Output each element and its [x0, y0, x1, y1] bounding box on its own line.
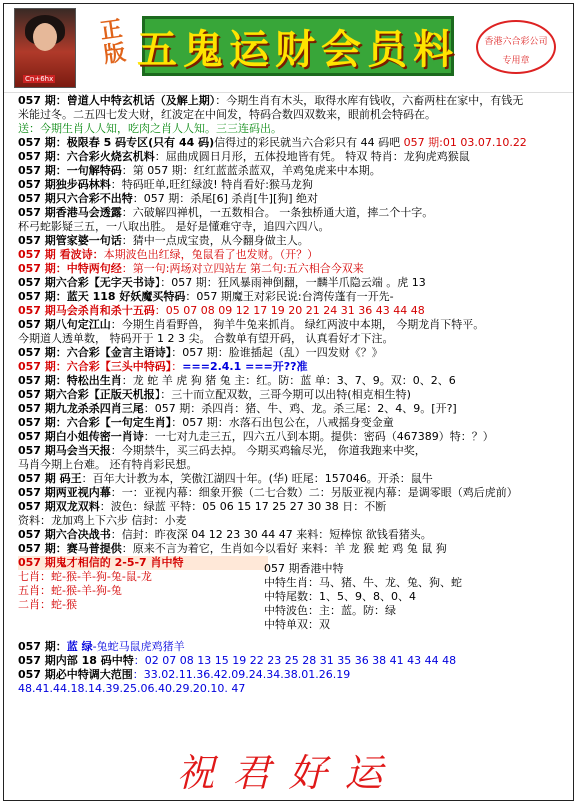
row-text: 057 期 [18, 668, 56, 681]
prediction-row [18, 150, 568, 164]
row-text: ：波色：绿蓝 平特：05 06 15 17 25 27 30 38 日：不断 [99, 500, 387, 513]
row-text: 057 期： [18, 542, 67, 555]
row-text: ：今期生肖有木头，取得水库有钱收，六畜两柱在家中，有钱无 [215, 94, 524, 107]
hk-line: 中特生肖：马、猪、牛、龙、兔、狗、蛇 [264, 576, 462, 589]
prediction-row [18, 346, 568, 360]
row-text: 九龙杀杀四肖三尾 [55, 402, 144, 415]
prediction-row [18, 108, 568, 122]
row-text: 特松出生肖 [66, 374, 122, 387]
row-text: ：原来不言为着它，生肖如今以看好 来料：羊 龙 猴 蛇 鸡 兔 鼠 狗 [121, 542, 447, 555]
seal-line1: 香港六合彩公司 [484, 37, 548, 47]
title-banner [137, 16, 459, 76]
row-text: ：33.02.11.36.42.09.24.34.38.01.26.19 [132, 668, 351, 681]
row-text: 057 期： [18, 640, 67, 653]
row-text: ：第一句:两场对立四站左 第二句:五六相合今双来 [121, 262, 364, 275]
content [18, 94, 568, 696]
row-text: 057 期： [18, 416, 67, 429]
row-text: ：六破解四禅机，一五数相合。 一条独桥通大道，摔二个十字。 [121, 206, 434, 219]
row-text: 057 期 [18, 528, 56, 541]
row-text: ：第 057 期：红红蓝蓝杀蓝双，羊鸡兔虎来中本期。 [121, 164, 381, 177]
prediction-row [18, 458, 568, 472]
row-text: 蓝 绿 [66, 640, 93, 653]
ghost-line: 二肖：蛇-猴 [18, 598, 77, 611]
row-text: 057 期： [18, 150, 67, 163]
prediction-row [18, 304, 568, 318]
hk-line: 中特尾数：1、5、9、8、0、4 [264, 590, 416, 603]
row-text: 资料：龙加鸡上下六步 信封：小麦 [18, 514, 187, 527]
row-text: 057 期:01 03.07.10.22 [403, 136, 527, 149]
prediction-row [18, 430, 568, 444]
row-text: 管家婆一句话 [55, 234, 122, 247]
row-text: 中特两句经 [66, 262, 122, 275]
prediction-row [18, 640, 568, 654]
hk-line: 中特单双：双 [264, 618, 330, 631]
ghost-line: 五肖：蛇-猴-羊-狗-兔 [18, 584, 122, 597]
hk-title: 057 期香港中特 [264, 562, 344, 575]
row-text: 双龙双料 [55, 500, 100, 513]
prediction-row [18, 206, 568, 220]
prediction-row [18, 542, 568, 556]
row-text: ：057 期：脸谁插起（乱）一四发财《？》 [171, 346, 383, 359]
photo-tag: Cn+6hx [25, 75, 54, 83]
row-text: 两亚视内幕 [55, 486, 111, 499]
row-text: 杯弓蛇影疑三五，一八取出胜。 是好是懂难守寺，追四六四八。 [18, 220, 330, 233]
row-text: 057 期 [18, 654, 56, 667]
row-text: 057 期： [18, 136, 67, 149]
row-text: 057 期 [18, 318, 56, 331]
prediction-row [18, 276, 568, 290]
company-seal [476, 20, 556, 74]
hk-block [264, 562, 564, 632]
row-text: 057 期 [18, 192, 56, 205]
prediction-row [18, 360, 568, 374]
prediction-row [18, 388, 568, 402]
row-text: ：057 期魔王对彩民说:台湾传蓬有一开先- [185, 290, 394, 303]
row-text: 无字天书诗 [99, 276, 155, 289]
prediction-row [18, 486, 568, 500]
row-text: 057 期： [18, 360, 67, 373]
row-text: 米能过冬。二五四七发大财，红波定在中间发，特码合数四双数来，眼前机会特码在。 [18, 108, 436, 121]
row-text: 057 期马会杀肖和杀十五码 [18, 304, 155, 317]
row-text: 码王 [59, 472, 82, 485]
row-text: 057 期： [18, 262, 67, 275]
row-text: ：02 07 08 13 15 19 22 23 25 28 31 35 36 38 41 43 44 48 [133, 654, 457, 667]
hk-line: 中特波色：主：蓝。防：绿 [264, 604, 396, 617]
row-text: 057 期 [18, 178, 56, 191]
row-text: 057 期 [18, 206, 56, 219]
row-text: 内部 18 码中特 [55, 654, 134, 667]
row-text: 曾道人中特玄机话（及解上期） [66, 94, 216, 107]
row-text: 057 期： [18, 374, 67, 387]
portrait-photo [14, 8, 76, 88]
tail-rows [18, 640, 568, 696]
row-text: 今期道人透单数， 特码开于 1 2 3 尖。 合数单有望开码， 认真看好才下注。 [18, 332, 394, 345]
row-text: 六合彩【三头中特码】 [66, 360, 172, 373]
prediction-row [18, 654, 568, 668]
row-text: 057 期 [18, 500, 56, 513]
row-text: 香港马会透露 [55, 206, 122, 219]
row-text: 057 期六合彩【 [18, 388, 100, 401]
prediction-row [18, 248, 568, 262]
lottery-sheet [3, 3, 574, 801]
prediction-row [18, 290, 568, 304]
prediction-row [18, 192, 568, 206]
row-text: 极限春 5 码专区(只有 44 码) [66, 136, 215, 149]
row-text: ：百年大计教为本，笑傲江湖四十年。(华) 旺尾：157046。开杀：鼠牛 [81, 472, 433, 485]
portrait-face [33, 23, 57, 51]
prediction-row [18, 416, 568, 430]
prediction-row [18, 164, 568, 178]
row-text: 六合彩火烧玄机料 [66, 150, 155, 163]
row-text: 本期波色出红绿，兔鼠看了也发财。（开？） [103, 248, 319, 261]
row-text: ：057 期：水落石出包公在，八戒摇身变金童 [171, 416, 394, 429]
row-text: 六合决战书 [55, 528, 111, 541]
prediction-row [18, 514, 568, 528]
row-text: 独步码林料 [55, 178, 111, 191]
ghost-line: 七肖：蛇-猴-羊-狗-兔-鼠-龙 [18, 570, 152, 583]
row-text: ：今期禁牛，买三码去掉。 今期买鸡输尽光， 你道我跑来中奖， [110, 444, 426, 457]
row-text: 057 期： [18, 346, 67, 359]
prediction-row [18, 318, 568, 332]
row-text: ：一七对九走三五，四六五八到本期。提供：密码（467389）特：？） [143, 430, 494, 443]
row-text: 信得过的彩民就当六合彩只有 44 码吧 [214, 136, 404, 149]
ghost-title: 057 期鬼才相信的 2-5-7 肖中特 [18, 556, 268, 570]
prediction-row [18, 262, 568, 276]
row-text: ：057 期：杀四肖：猪、牛、鸡、龙。杀三尾：2、4、9。[开?] [143, 402, 457, 415]
prediction-row [18, 528, 568, 542]
row-text: 057 期： [18, 164, 67, 177]
row-text: ：057 期：杀尾[6] 杀肖[牛][狗] 绝对 [132, 192, 319, 205]
prediction-row [18, 444, 568, 458]
two-column-block [18, 556, 568, 640]
row-text: 送：今期生肖人人知，吃肉之肖人人知。三三连码出。 [18, 122, 282, 135]
row-text: 必中特调大范围 [55, 668, 133, 681]
row-text: 057 期六合彩【 [18, 276, 100, 289]
zhengban-label: 正版 [98, 15, 128, 69]
row-text: 057 期 [18, 402, 56, 415]
prediction-row [18, 178, 568, 192]
row-text: ：特码旺单,旺红绿波! 特肖看好:猴马龙狗 [110, 178, 313, 191]
prediction-row [18, 682, 568, 696]
good-luck-footer: 祝君好运 [176, 751, 401, 795]
row-text: 057 期 [18, 486, 56, 499]
row-text: ： [171, 360, 183, 373]
header [4, 4, 573, 93]
prediction-row [18, 668, 568, 682]
row-text: ：05 07 08 09 12 17 19 20 21 24 31 36 43 44 48 [154, 304, 425, 317]
prediction-row [18, 402, 568, 416]
row-text: -兔蛇马鼠虎鸡猪羊 [92, 640, 185, 653]
row-text: 】：057 期：狂风暴雨神倒翻，一麟半爪隐云端 。虎 13 [154, 276, 426, 289]
ghost-block [18, 556, 268, 612]
row-text: 六合彩【金言主语诗】 [66, 346, 172, 359]
row-text: 白小姐传密一肖诗 [55, 430, 144, 443]
row-text: 蓝天 118 好妖魔买特码 [66, 290, 186, 303]
row-text: 八句定江山 [55, 318, 111, 331]
row-text: 】：三十而立配双数，三哥今期可以出特(相克相生特) [154, 388, 411, 401]
row-text: 057 期： [18, 94, 67, 107]
row-text: 057 期 [18, 430, 56, 443]
prediction-row [18, 122, 568, 136]
row-text: ===2.4.1 ===开??准 [182, 360, 308, 373]
row-text: ：一：亚视内幕：细象开猴（二七合数）二：另版亚视内幕：是调零眼（鸡后虎前） [110, 486, 518, 499]
row-text: 只六合彩不出特 [55, 192, 133, 205]
prediction-row [18, 374, 568, 388]
row-text: ：龙 蛇 羊 虎 狗 猪 兔 主：红。防：蓝 单：3、7、9。双：0、2、6 [121, 374, 456, 387]
prediction-row [18, 220, 568, 234]
row-text: 正版天机报 [99, 388, 155, 401]
row-text: 057 期： [18, 290, 67, 303]
row-text: 057 期 [18, 234, 56, 247]
prediction-row [18, 94, 568, 108]
row-text: ：猜中一点成宝贵，从今翻身做主人。 [121, 234, 309, 247]
row-text: ：屈曲成圆日月形，五体投地皆有凭。 特双 特肖：龙狗虎鸡猴鼠 [154, 150, 470, 163]
row-text: ：今期生肖看野兽， 狗羊牛兔来抓肖。 绿红两波中本期， 今期龙肖下特平。 [110, 318, 485, 331]
row-text: 六合彩【一句定生肖】 [66, 416, 172, 429]
row-text: 057 期 看波诗： [18, 248, 104, 261]
row-text: 057 期 [18, 444, 56, 457]
row-text: ：信封：昨夜深 04 12 23 30 44 47 来料：短棒惊 欲钱看猪头。 [110, 528, 432, 541]
page-title: 五鬼运财会员料 [137, 25, 459, 73]
prediction-rows [18, 94, 568, 556]
row-text: 马肖今期上台难。 还有特肖彩民想。 [18, 458, 198, 471]
row-text: 马会当天报 [55, 444, 111, 457]
row-text: 057 期 [18, 472, 60, 485]
row-text: 48.41.44.18.14.39.25.06.40.29.20.10. 47 [18, 682, 246, 695]
seal-line2: 专用章 [502, 56, 530, 66]
prediction-row [18, 500, 568, 514]
row-text: 赛马普提供 [66, 542, 122, 555]
prediction-row [18, 472, 568, 486]
prediction-row [18, 332, 568, 346]
prediction-row [18, 234, 568, 248]
prediction-row [18, 136, 568, 150]
row-text: 一句解特码 [66, 164, 122, 177]
